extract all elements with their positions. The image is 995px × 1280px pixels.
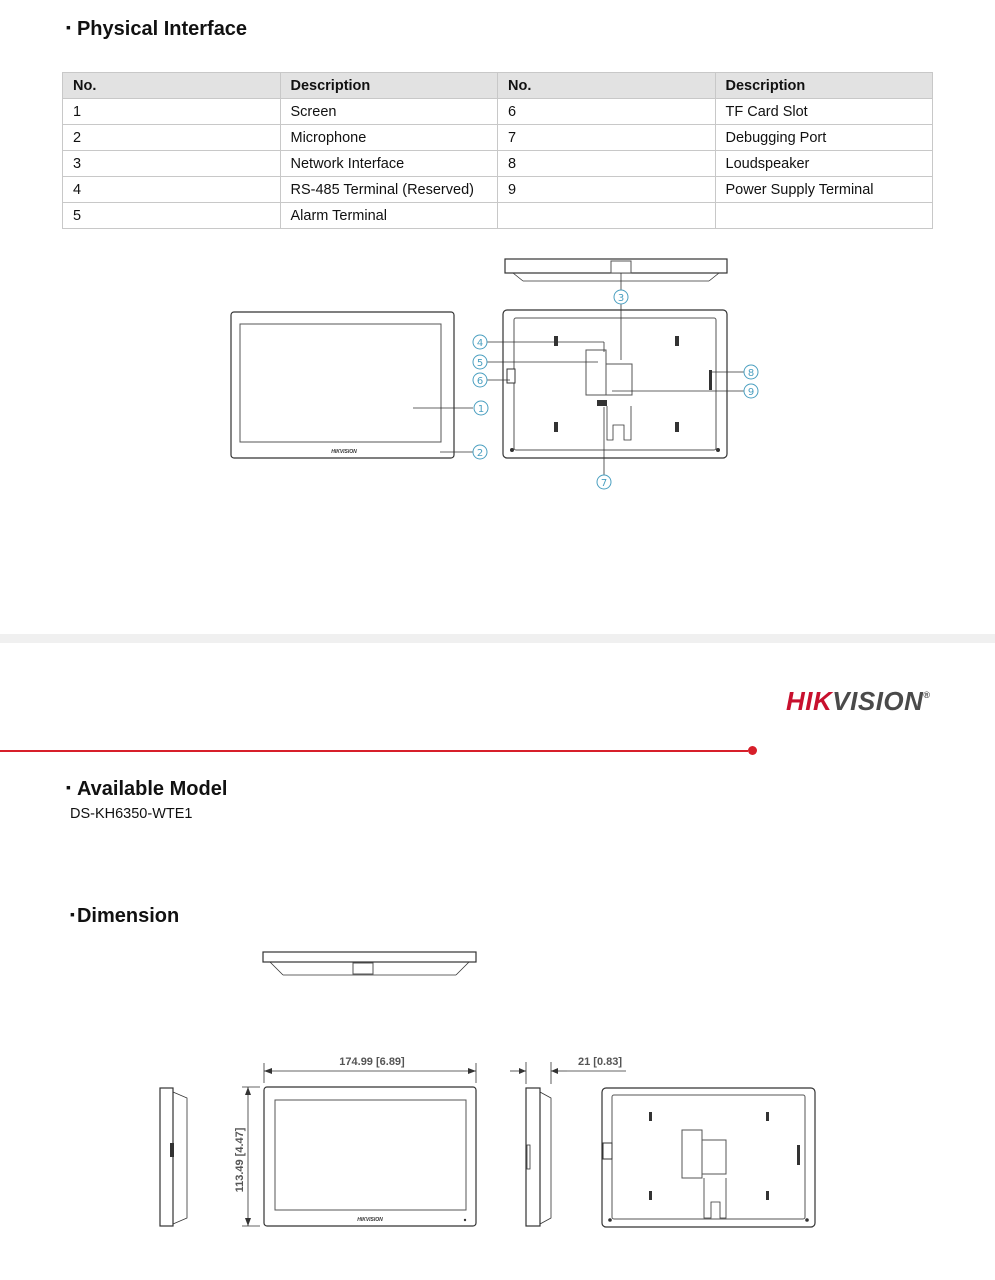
table-cell: 5: [63, 203, 281, 229]
table-cell: Network Interface: [280, 151, 498, 177]
table-cell: Screen: [280, 99, 498, 125]
table-cell: 7: [498, 125, 716, 151]
bullet-icon: ▪: [70, 906, 75, 922]
dimension-back-view: [602, 1088, 815, 1227]
bullet-icon: ▪: [66, 779, 71, 795]
depth-dimension-label: 21 [0.83]: [577, 1056, 623, 1068]
header-divider-line: [0, 750, 748, 752]
header-no-2: No.: [498, 73, 716, 99]
svg-text:5: 5: [476, 358, 484, 369]
back-view-drawing: [487, 304, 744, 475]
table-cell: 4: [63, 177, 281, 203]
dimension-left-side-view: [160, 1088, 187, 1226]
dimension-top-view: [263, 952, 476, 975]
callout-7: [597, 475, 611, 489]
table-cell: 6: [498, 99, 716, 125]
header-divider-dot: [748, 746, 757, 755]
svg-text:2: 2: [476, 448, 484, 459]
width-dimension-label: 174.99 [6.89]: [339, 1056, 405, 1068]
table-cell: 8: [498, 151, 716, 177]
svg-text:9: 9: [747, 387, 755, 398]
callout-9: [744, 384, 758, 398]
callout-3: [614, 290, 628, 304]
header-description-2: Description: [715, 73, 933, 99]
available-model-heading: ▪ Available Model: [66, 778, 228, 800]
svg-text:1: 1: [477, 404, 485, 415]
table-cell: RS-485 Terminal (Reserved): [280, 177, 498, 203]
callout-5: [473, 355, 487, 369]
dimension-front-view: [234, 1056, 476, 1226]
svg-text:3: 3: [617, 293, 625, 304]
svg-text:6: 6: [476, 376, 484, 387]
page-break: [0, 634, 995, 643]
table-cell: Microphone: [280, 125, 498, 151]
table-cell: Alarm Terminal: [280, 203, 498, 229]
callout-1: [474, 401, 488, 415]
table-cell: Power Supply Terminal: [715, 177, 933, 203]
table-cell: 9: [498, 177, 716, 203]
device-brand-text: HIKVISION: [331, 449, 357, 455]
front-view-drawing: [231, 312, 473, 458]
hikvision-logo: HIKVISION®: [786, 686, 931, 716]
callout-2: [473, 445, 487, 459]
header-description-1: Description: [280, 73, 498, 99]
height-dimension-label: 113.49 [4.47]: [234, 1127, 246, 1193]
table-cell: 2: [63, 125, 281, 151]
callout-8: [744, 365, 758, 379]
header-no-1: No.: [63, 73, 281, 99]
physical-interface-heading: ▪ Physical Interface: [66, 18, 248, 40]
svg-text:7: 7: [600, 478, 608, 489]
callout-6: [473, 373, 487, 387]
dimension-heading: ▪ Dimension: [70, 905, 180, 927]
svg-text:8: 8: [747, 368, 755, 379]
bullet-icon: ▪: [66, 19, 71, 35]
top-view-drawing: [505, 259, 727, 290]
dimension-brand-text: HIKVISION: [357, 1217, 383, 1223]
callout-4: [473, 335, 487, 349]
model-number: DS-KH6350-WTE1: [70, 806, 193, 822]
table-cell: 1: [63, 99, 281, 125]
table-cell: Debugging Port: [715, 125, 933, 151]
table-cell: Loudspeaker: [715, 151, 933, 177]
table-cell: TF Card Slot: [715, 99, 933, 125]
svg-text:4: 4: [476, 338, 484, 349]
table-cell: 3: [63, 151, 281, 177]
